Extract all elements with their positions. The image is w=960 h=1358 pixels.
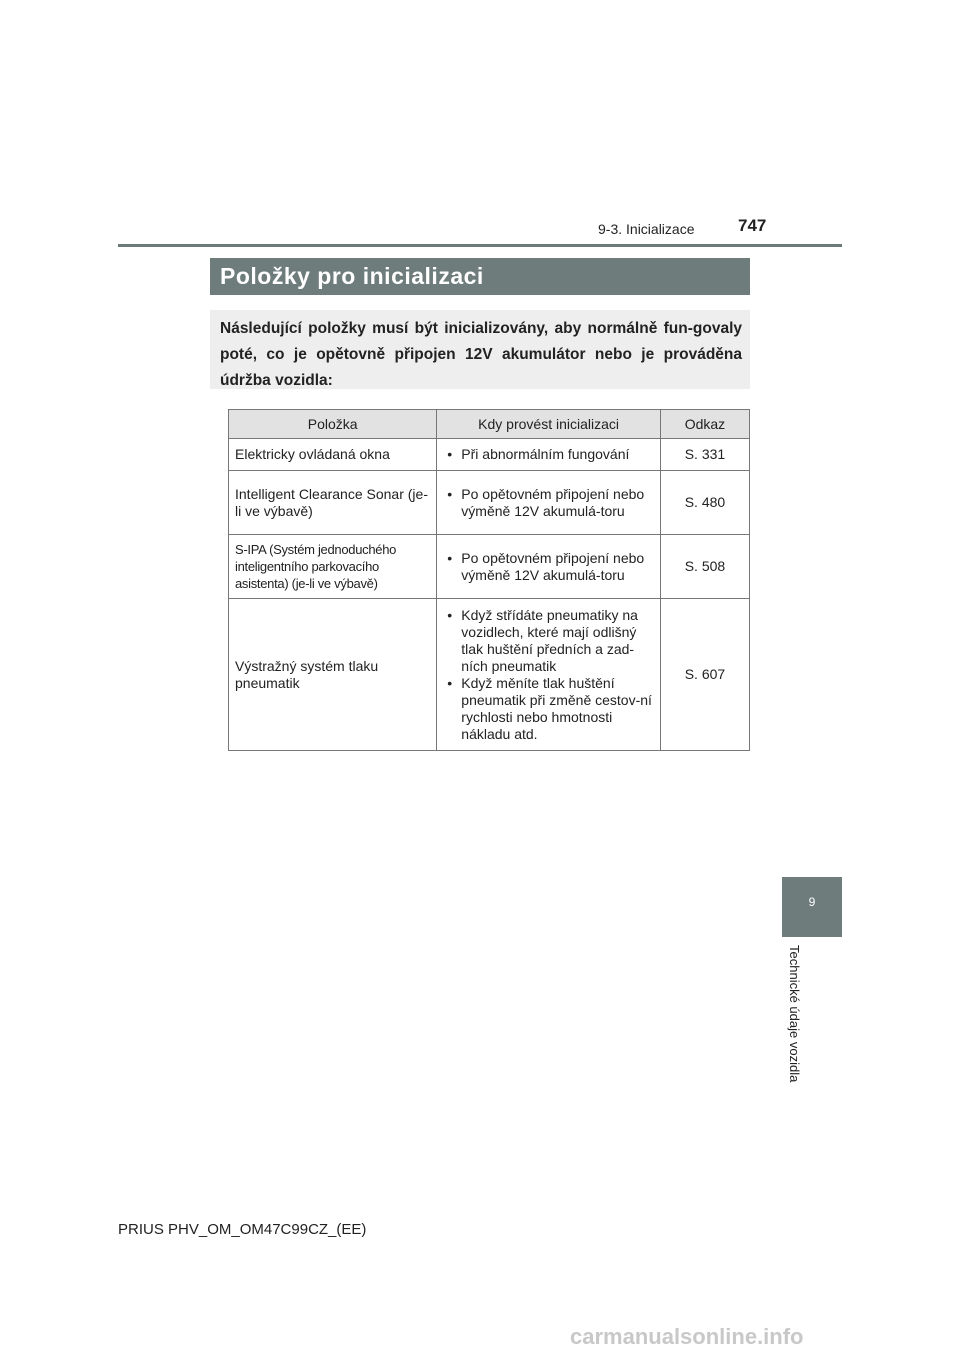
column-header-ref: Odkaz bbox=[660, 410, 749, 439]
header-divider bbox=[118, 244, 842, 247]
table-cell-ref: S. 508 bbox=[660, 535, 749, 599]
chapter-tab: 9 bbox=[782, 877, 842, 937]
table-cell-ref: S. 480 bbox=[660, 471, 749, 535]
list-item: • Po opětovném připojení nebo výměně 12V akumulá-toru bbox=[443, 486, 656, 520]
chapter-label: Technické údaje vozidla bbox=[787, 945, 802, 1083]
section-title: 9-3. Inicializace bbox=[598, 221, 695, 237]
table-cell-item: Intelligent Clearance Sonar (je-li ve výbavě) bbox=[229, 471, 437, 535]
table-row bbox=[229, 535, 750, 599]
intro-text: Následující položky musí být inicializovány, aby normálně fun-govaly poté, co je opětovně připojen 12V akumulátor nebo je prováděna údržba vozidla: bbox=[210, 310, 750, 389]
table-cell-item: S-IPA (Systém jednoduchého inteligentního parkovacího asistenta) (je-li ve výbavě) bbox=[229, 535, 437, 599]
table-row bbox=[229, 599, 750, 751]
list-item: • Když měníte tlak huštění pneumatik při změně cestov-ní rychlosti nebo hmotnosti nákladu atd. bbox=[443, 675, 656, 743]
table-cell-ref: S. 607 bbox=[660, 599, 749, 751]
table-cell-when bbox=[437, 439, 661, 471]
page-number: 747 bbox=[738, 216, 767, 235]
table-cell-when bbox=[437, 599, 661, 751]
table-cell-item: Výstražný systém tlaku pneumatik bbox=[229, 599, 437, 751]
table-header-row bbox=[229, 410, 750, 439]
table-row bbox=[229, 439, 750, 471]
column-header-when: Kdy provést inicializaci bbox=[437, 410, 661, 439]
page-title: Položky pro inicializaci bbox=[210, 258, 750, 295]
table-cell-item: Elektricky ovládaná okna bbox=[229, 439, 437, 471]
table-cell-when bbox=[437, 471, 661, 535]
list-item: • Když střídáte pneumatiky na vozidlech, které mají odlišný tlak huštění předních a zad-ních pneumatik bbox=[443, 607, 656, 675]
table-cell-when bbox=[437, 535, 661, 599]
list-item: • Při abnormálním fungování bbox=[443, 446, 656, 463]
column-header-item: Položka bbox=[229, 410, 437, 439]
table-row bbox=[229, 471, 750, 535]
table-cell-ref: S. 331 bbox=[660, 439, 749, 471]
watermark: carmanualsonline.info bbox=[570, 1324, 804, 1349]
initialization-table bbox=[228, 409, 750, 751]
list-item: • Po opětovném připojení nebo výměně 12V akumulá-toru bbox=[443, 550, 656, 584]
document-footer: PRIUS PHV_OM_OM47C99CZ_(EE) bbox=[118, 1221, 367, 1238]
